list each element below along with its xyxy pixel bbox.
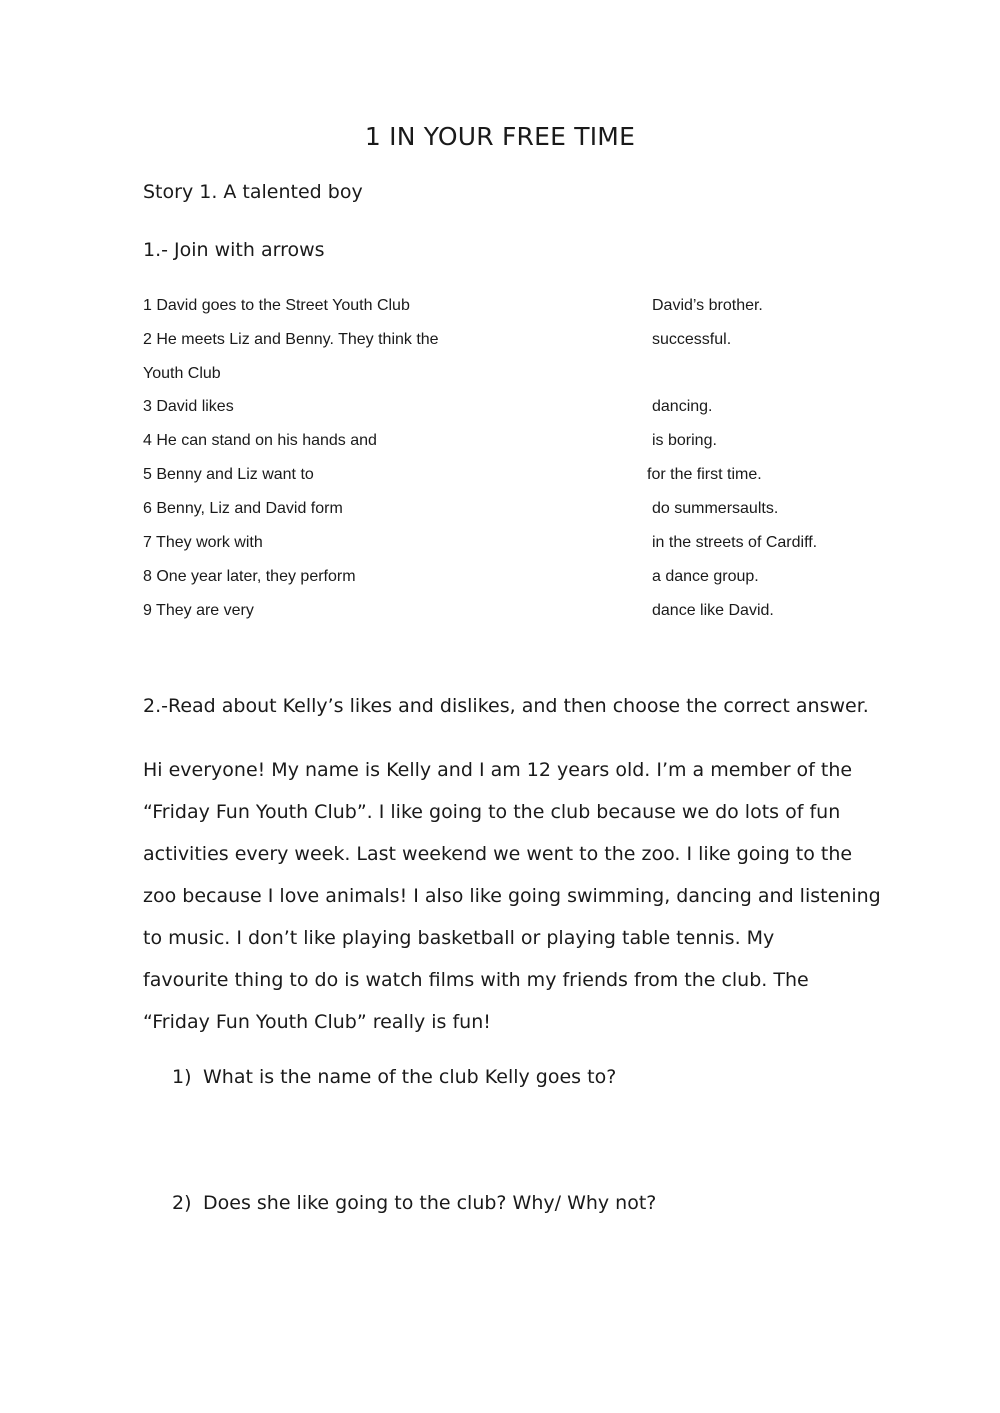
text-line: “Friday Fun Youth Club”. I like going to the club because we do lots of fun bbox=[143, 801, 841, 823]
match-left-item: 5 Benny and Liz want to bbox=[143, 466, 314, 483]
match-right-item: dancing. bbox=[652, 398, 713, 415]
text-line: Hi everyone! My name is Kelly and I am 12 years old. I’m a member of the bbox=[143, 759, 853, 781]
match-left-item: 3 David likes bbox=[143, 398, 234, 415]
match-left-item: 1 David goes to the Street Youth Club bbox=[143, 297, 410, 314]
question-number: 2) bbox=[172, 1192, 192, 1214]
match-row bbox=[143, 297, 863, 323]
question-item bbox=[172, 1192, 656, 1214]
match-left-item: 4 He can stand on his hands and bbox=[143, 432, 377, 449]
match-row bbox=[143, 365, 863, 391]
match-row bbox=[143, 534, 863, 560]
match-row bbox=[143, 331, 863, 357]
page-title: 1 IN YOUR FREE TIME bbox=[364, 122, 636, 151]
text-line: to music. I don’t like playing basketball or playing table tennis. My bbox=[143, 927, 775, 949]
text-line: zoo because I love animals! I also like going swimming, dancing and listening bbox=[143, 885, 881, 907]
match-left-item: 2 He meets Liz and Benny. They think the bbox=[143, 331, 439, 348]
question-text: What is the name of the club Kelly goes to? bbox=[203, 1066, 617, 1088]
kelly-text bbox=[143, 749, 881, 1043]
match-right-item: in the streets of Cardiff. bbox=[652, 534, 818, 551]
match-right-item: David’s brother. bbox=[652, 297, 763, 314]
match-left-item: 9 They are very bbox=[143, 602, 254, 619]
question-number: 1) bbox=[172, 1066, 192, 1088]
match-right-item: for the first time. bbox=[647, 466, 762, 483]
text-line: “Friday Fun Youth Club” really is fun! bbox=[143, 1011, 491, 1033]
match-left-item: 7 They work with bbox=[143, 534, 263, 551]
match-left-item: 6 Benny, Liz and David form bbox=[143, 500, 343, 517]
match-row bbox=[143, 466, 863, 492]
text-line: favourite thing to do is watch films with my friends from the club. The bbox=[143, 969, 809, 991]
match-right-item: successful. bbox=[652, 331, 732, 348]
question-text: Does she like going to the club? Why/ Why not? bbox=[203, 1192, 657, 1214]
match-row bbox=[143, 432, 863, 458]
story-heading: Story 1. A talented boy bbox=[143, 181, 363, 203]
text-line: activities every week. Last weekend we went to the zoo. I like going to the bbox=[143, 843, 853, 865]
match-right-item: a dance group. bbox=[652, 568, 759, 585]
match-right-item: is boring. bbox=[652, 432, 717, 449]
match-row bbox=[143, 398, 863, 424]
match-row bbox=[143, 602, 863, 628]
match-left-item: Youth Club bbox=[143, 365, 221, 382]
match-left-item: 8 One year later, they perform bbox=[143, 568, 356, 585]
match-right-item: dance like David. bbox=[652, 602, 774, 619]
exercise2-instruction: 2.-Read about Kelly’s likes and dislikes, and then choose the correct answer. bbox=[143, 695, 869, 717]
match-right-item: do summersaults. bbox=[652, 500, 779, 517]
exercise1-instruction: 1.- Join with arrows bbox=[143, 239, 325, 261]
match-row bbox=[143, 568, 863, 594]
match-row bbox=[143, 500, 863, 526]
question-item bbox=[172, 1066, 616, 1088]
